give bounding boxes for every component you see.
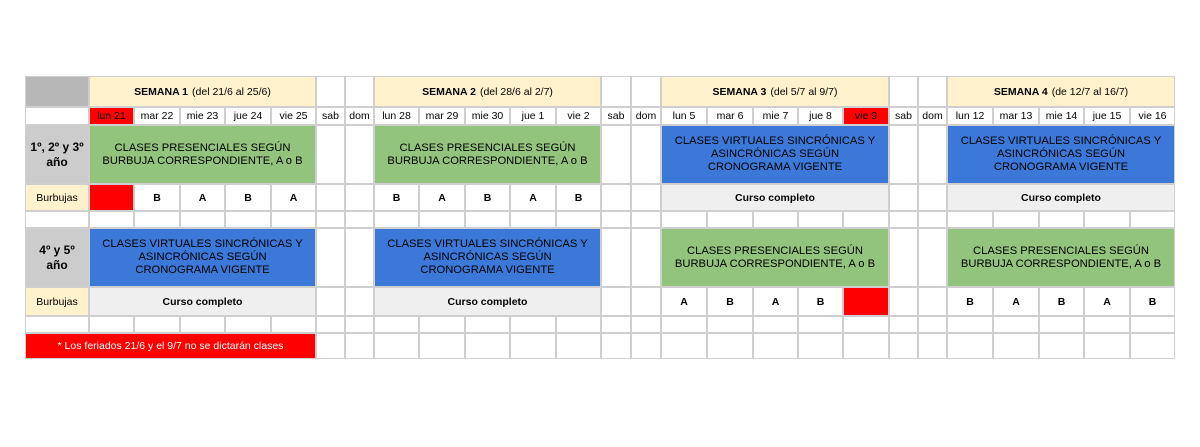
blank-cell xyxy=(1039,316,1084,333)
blank-cell xyxy=(631,287,661,316)
blank-cell xyxy=(1039,333,1084,359)
day-label: mar 13 xyxy=(993,107,1039,125)
week-title: SEMANA 2 xyxy=(422,85,476,98)
bubble-letter: A xyxy=(419,184,465,211)
day-label: sab xyxy=(601,107,631,125)
blank-cell xyxy=(889,184,918,211)
blank-cell xyxy=(25,211,89,228)
bubble-letter: A xyxy=(180,184,225,211)
full-course: Curso completo xyxy=(661,184,889,211)
day-label: vie 16 xyxy=(1130,107,1175,125)
blank-cell xyxy=(316,333,345,359)
day-label: jue 15 xyxy=(1084,107,1130,125)
week-header-1 xyxy=(89,76,316,107)
class-block: CLASES PRESENCIALES SEGÚN BURBUJA CORRESPONDIENTE, A o B xyxy=(374,125,601,184)
blank-cell xyxy=(753,333,798,359)
blank-cell xyxy=(947,316,993,333)
blank-cell xyxy=(556,316,601,333)
blank-cell xyxy=(661,211,707,228)
blank-cell xyxy=(889,125,918,184)
blank-cell xyxy=(180,316,225,333)
blank-cell xyxy=(889,333,918,359)
blank-cell xyxy=(89,316,134,333)
blank-cell xyxy=(345,76,374,107)
blank-cell xyxy=(889,316,918,333)
bubble-letter: A xyxy=(753,287,798,316)
week-header-3 xyxy=(661,76,889,107)
blank-cell xyxy=(419,211,465,228)
day-label: mie 23 xyxy=(180,107,225,125)
bubble-letter: A xyxy=(510,184,556,211)
bubble-letter: B xyxy=(556,184,601,211)
blank-cell xyxy=(465,333,510,359)
week-header-2 xyxy=(374,76,601,107)
day-label: mie 7 xyxy=(753,107,798,125)
day-label: vie 25 xyxy=(271,107,316,125)
blank-cell xyxy=(918,316,947,333)
blank-cell xyxy=(465,316,510,333)
blank-cell xyxy=(631,211,661,228)
holiday-note: * Los feriados 21/6 y el 9/7 no se dictarán clases xyxy=(25,333,316,359)
blank-cell xyxy=(601,333,631,359)
day-label: mie 30 xyxy=(465,107,510,125)
blank-cell xyxy=(345,184,374,211)
blank-cell xyxy=(753,211,798,228)
holiday-cell xyxy=(89,184,134,211)
week-range: (del 28/6 al 2/7) xyxy=(479,85,553,98)
blank-cell xyxy=(843,211,889,228)
blank-cell xyxy=(843,316,889,333)
bubble-letter: B xyxy=(1039,287,1084,316)
blank-cell xyxy=(601,76,631,107)
blank-cell xyxy=(889,76,918,107)
bubble-letter: B xyxy=(707,287,753,316)
blank-cell xyxy=(798,211,843,228)
blank-cell xyxy=(889,228,918,287)
blank-cell xyxy=(510,333,556,359)
blank-cell xyxy=(180,211,225,228)
blank-cell xyxy=(316,316,345,333)
blank-cell xyxy=(89,211,134,228)
day-label: dom xyxy=(631,107,661,125)
blank-cell xyxy=(707,316,753,333)
bubble-letter: A xyxy=(661,287,707,316)
day-label: jue 1 xyxy=(510,107,556,125)
blank-cell xyxy=(889,211,918,228)
blank-cell xyxy=(345,316,374,333)
schedule-grid xyxy=(25,76,1175,359)
day-label: lun 21 xyxy=(89,107,134,125)
bubble-letter: B xyxy=(798,287,843,316)
blank-cell xyxy=(134,316,180,333)
day-label: lun 28 xyxy=(374,107,419,125)
bubble-letter: A xyxy=(993,287,1039,316)
group2-bubbles-label: Burbujas xyxy=(25,287,89,316)
blank-cell xyxy=(1130,211,1175,228)
blank-cell xyxy=(1039,211,1084,228)
week-title: SEMANA 3 xyxy=(712,85,767,98)
bubble-letter: A xyxy=(271,184,316,211)
group1-bubbles-label: Burbujas xyxy=(25,184,89,211)
blank-cell xyxy=(1084,333,1130,359)
blank-cell xyxy=(316,211,345,228)
blank-cell xyxy=(631,228,661,287)
full-course: Curso completo xyxy=(947,184,1175,211)
blank-cell xyxy=(271,316,316,333)
blank-cell xyxy=(345,333,374,359)
class-block: CLASES PRESENCIALES SEGÚN BURBUJA CORRESPONDIENTE, A o B xyxy=(661,228,889,287)
bubble-letter: B xyxy=(465,184,510,211)
blank-cell xyxy=(918,228,947,287)
blank-cell xyxy=(1084,211,1130,228)
blank-cell xyxy=(465,211,510,228)
bubble-letter: B xyxy=(1130,287,1175,316)
blank-cell xyxy=(134,211,180,228)
bubble-letter: A xyxy=(1084,287,1130,316)
day-label: vie 2 xyxy=(556,107,601,125)
day-label: jue 24 xyxy=(225,107,271,125)
group1-label: 1º, 2º y 3º año xyxy=(25,125,89,184)
bubble-letter: B xyxy=(225,184,271,211)
day-label: sab xyxy=(316,107,345,125)
blank-cell xyxy=(1130,333,1175,359)
blank-cell xyxy=(601,211,631,228)
day-label: dom xyxy=(345,107,374,125)
class-block: CLASES PRESENCIALES SEGÚN BURBUJA CORRESPONDIENTE, A o B xyxy=(89,125,316,184)
day-label: lun 5 xyxy=(661,107,707,125)
blank-cell xyxy=(1130,316,1175,333)
blank-cell xyxy=(947,211,993,228)
corner-cell xyxy=(25,76,89,107)
blank-cell xyxy=(661,316,707,333)
full-course: Curso completo xyxy=(374,287,601,316)
blank-cell xyxy=(631,333,661,359)
day-label: sab xyxy=(889,107,918,125)
holiday-cell xyxy=(843,287,889,316)
week-title: SEMANA 1 xyxy=(134,85,189,98)
blank-cell xyxy=(374,211,419,228)
blank-cell xyxy=(993,333,1039,359)
blank-cell xyxy=(419,333,465,359)
blank-cell xyxy=(918,125,947,184)
day-label: mar 22 xyxy=(134,107,180,125)
blank-cell xyxy=(316,76,345,107)
blank-cell xyxy=(316,125,345,184)
blank-cell xyxy=(345,125,374,184)
week-range: (del 21/6 al 25/6) xyxy=(192,85,271,98)
day-label: lun 12 xyxy=(947,107,993,125)
blank-cell xyxy=(316,228,345,287)
day-label: mar 6 xyxy=(707,107,753,125)
blank-cell xyxy=(1084,316,1130,333)
blank-cell xyxy=(918,333,947,359)
blank-cell xyxy=(798,333,843,359)
full-course: Curso completo xyxy=(89,287,316,316)
class-block: CLASES VIRTUALES SINCRÓNICAS Y ASINCRÓNICAS SEGÚN CRONOGRAMA VIGENTE xyxy=(89,228,316,287)
week-range: (de 12/7 al 16/7) xyxy=(1051,85,1129,98)
blank-cell xyxy=(601,316,631,333)
blank-cell xyxy=(707,333,753,359)
blank-cell xyxy=(918,287,947,316)
class-block: CLASES PRESENCIALES SEGÚN BURBUJA CORRESPONDIENTE, A o B xyxy=(947,228,1175,287)
blank-cell xyxy=(707,211,753,228)
blank-cell xyxy=(374,333,419,359)
class-block: CLASES VIRTUALES SINCRÓNICAS Y ASINCRÓNICAS SEGÚN CRONOGRAMA VIGENTE xyxy=(947,125,1175,184)
blank-cell xyxy=(631,184,661,211)
blank-cell xyxy=(918,211,947,228)
blank-cell xyxy=(918,184,947,211)
day-label: jue 8 xyxy=(798,107,843,125)
bubble-letter: B xyxy=(374,184,419,211)
week-range: (del 5/7 al 9/7) xyxy=(770,85,838,98)
blank-cell xyxy=(345,228,374,287)
blank-cell xyxy=(556,333,601,359)
blank-cell xyxy=(419,316,465,333)
blank-cell xyxy=(889,287,918,316)
blank-cell xyxy=(316,287,345,316)
blank-cell xyxy=(225,316,271,333)
day-label: mie 14 xyxy=(1039,107,1084,125)
blank-cell xyxy=(601,287,631,316)
day-label: vie 9 xyxy=(843,107,889,125)
blank-cell xyxy=(225,211,271,228)
blank-cell xyxy=(631,76,661,107)
blank-cell xyxy=(753,316,798,333)
blank-cell xyxy=(374,316,419,333)
group2-label: 4º y 5º año xyxy=(25,228,89,287)
blank-cell xyxy=(510,211,556,228)
day-label: dom xyxy=(918,107,947,125)
blank-cell xyxy=(25,316,89,333)
week-header-4 xyxy=(947,76,1175,107)
blank-cell xyxy=(25,107,89,125)
blank-cell xyxy=(947,333,993,359)
blank-cell xyxy=(601,228,631,287)
blank-cell xyxy=(993,211,1039,228)
blank-cell xyxy=(345,287,374,316)
bubble-letter: B xyxy=(134,184,180,211)
blank-cell xyxy=(798,316,843,333)
class-block: CLASES VIRTUALES SINCRÓNICAS Y ASINCRÓNICAS SEGÚN CRONOGRAMA VIGENTE xyxy=(661,125,889,184)
blank-cell xyxy=(556,211,601,228)
blank-cell xyxy=(316,184,345,211)
blank-cell xyxy=(918,76,947,107)
week-title: SEMANA 4 xyxy=(993,85,1048,98)
day-label: mar 29 xyxy=(419,107,465,125)
blank-cell xyxy=(843,333,889,359)
blank-cell xyxy=(510,316,556,333)
blank-cell xyxy=(631,125,661,184)
blank-cell xyxy=(661,333,707,359)
class-block: CLASES VIRTUALES SINCRÓNICAS Y ASINCRÓNICAS SEGÚN CRONOGRAMA VIGENTE xyxy=(374,228,601,287)
blank-cell xyxy=(601,125,631,184)
bubble-letter: B xyxy=(947,287,993,316)
blank-cell xyxy=(993,316,1039,333)
blank-cell xyxy=(601,184,631,211)
blank-cell xyxy=(631,316,661,333)
blank-cell xyxy=(271,211,316,228)
blank-cell xyxy=(345,211,374,228)
